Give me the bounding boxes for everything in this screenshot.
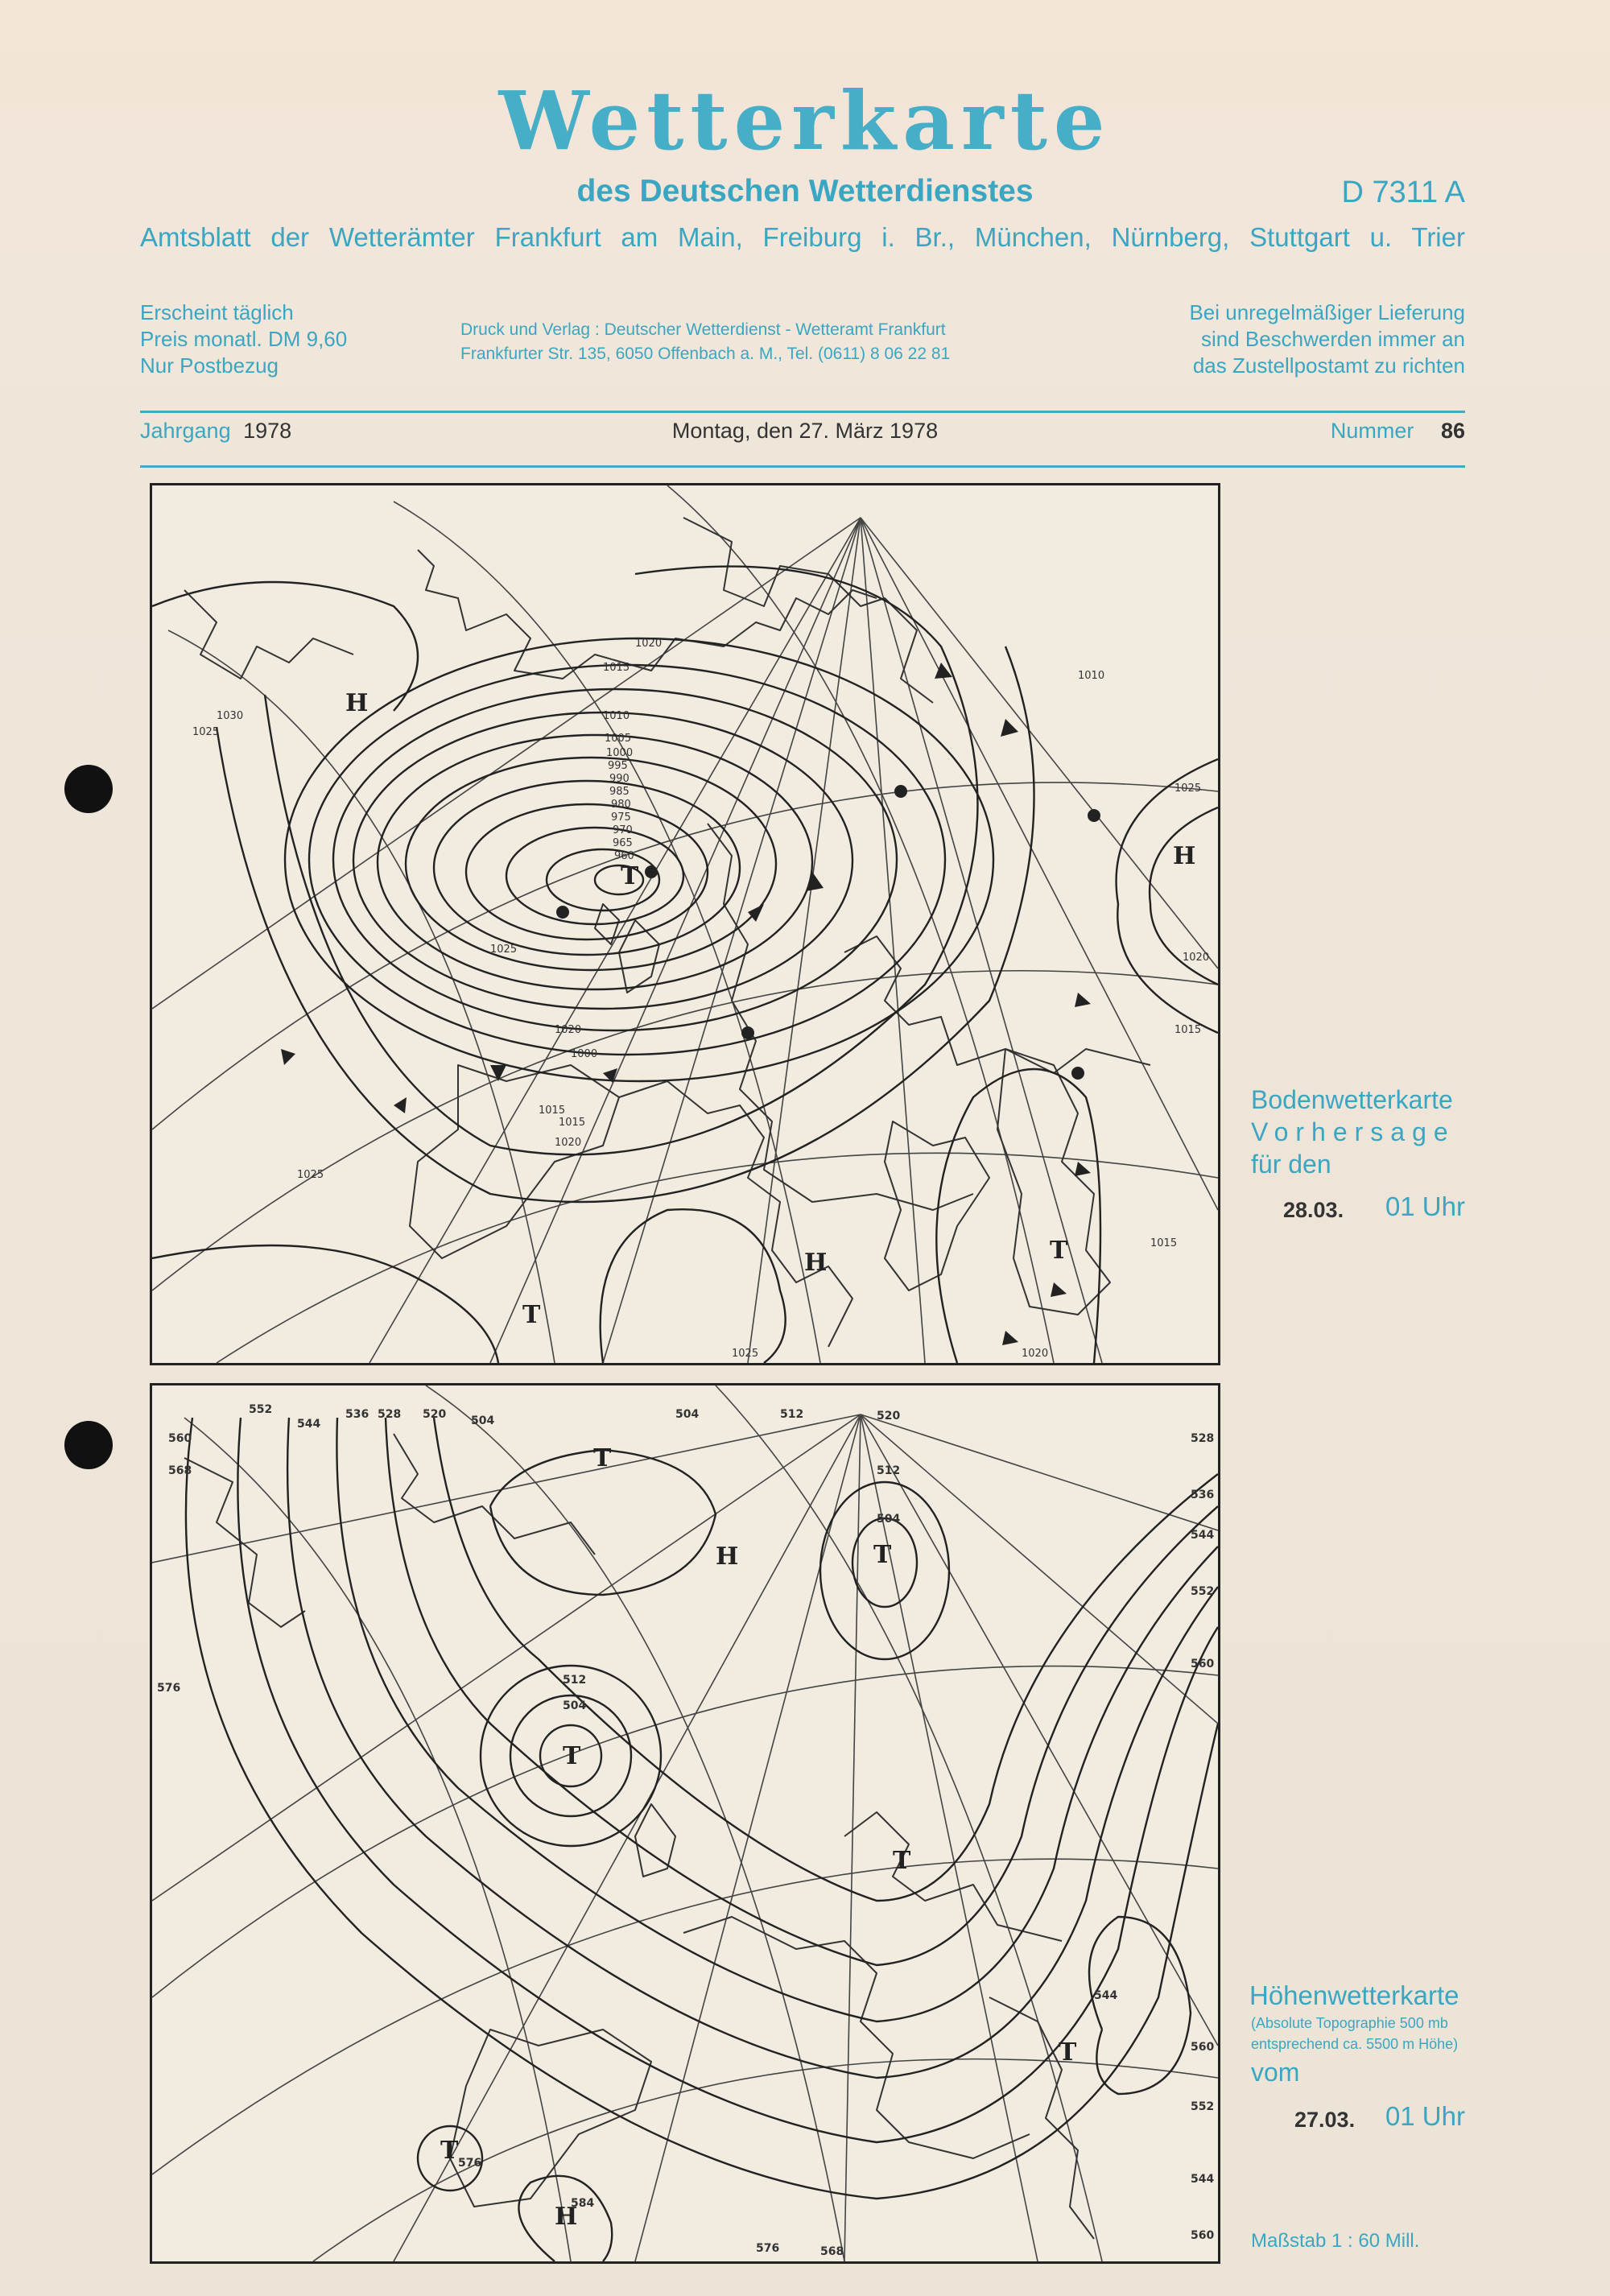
contour-label: 552: [1191, 1585, 1215, 1598]
analysis-date: 27.03.: [1294, 2108, 1356, 2132]
contour-label: 512: [877, 1464, 901, 1477]
document-id: D 7311 A: [1341, 176, 1465, 209]
forecast-time: 01 Uhr: [1385, 1191, 1465, 1221]
surface-map-caption: [1251, 1084, 1455, 1180]
publication-info-line: Preis monatl. DM 9,60: [140, 327, 348, 351]
low-center-label: T: [1059, 2038, 1077, 2067]
publisher-info-line: Druck und Verlag : Deutscher Wetterdienst - Wetteramt Frankfurt: [460, 320, 946, 339]
contour-label: 560: [168, 1432, 192, 1445]
contour-label: 568: [168, 1464, 192, 1477]
analysis-time: 01 Uhr: [1385, 2101, 1465, 2131]
isobar-label: 1020: [555, 1137, 582, 1149]
isobar-label: 1025: [192, 726, 220, 738]
contour-label: 544: [297, 1418, 321, 1431]
isobar-label: 1025: [1174, 783, 1202, 795]
complaint-info-line: das Zustellpostamt zu richten: [1192, 353, 1465, 378]
upper-air-map-drawing: [152, 1385, 1218, 2261]
upper-air-caption-note: [1251, 2013, 1458, 2054]
isobar-label: 1000: [571, 1048, 598, 1060]
high-center-label: H: [1173, 842, 1196, 870]
isobar-label: 1020: [555, 1024, 582, 1036]
low-center-label: T: [621, 862, 639, 890]
nummer: [1331, 419, 1465, 444]
contour-label: 520: [877, 1410, 901, 1423]
isobar-label: 975: [611, 811, 631, 824]
punch-hole: [64, 1421, 113, 1469]
contour-label: 576: [157, 1682, 181, 1695]
isobar-label: 1015: [603, 662, 630, 674]
caption-line: Vorhersage: [1251, 1117, 1455, 1146]
isobar-label: 1025: [490, 944, 518, 956]
contour-label: 504: [471, 1414, 495, 1427]
masthead-title: Wetterkarte: [498, 73, 1112, 168]
complaint-info-line: Bei unregelmäßiger Lieferung: [1189, 300, 1465, 324]
publisher-info: [460, 318, 950, 366]
publication-info: [140, 299, 347, 379]
contour-label: 576: [756, 2242, 780, 2255]
isobar-label: 1015: [1150, 1237, 1178, 1249]
header-rule-bottom: [140, 465, 1465, 468]
contour-label: 584: [571, 2197, 595, 2210]
isobar-label: 1025: [297, 1169, 324, 1181]
low-center-label: T: [1050, 1237, 1068, 1265]
isobar-label: 1020: [1183, 952, 1210, 964]
contour-label: 512: [780, 1408, 804, 1421]
isobar-label: 1010: [1078, 670, 1105, 682]
isobar-label: 1020: [635, 638, 663, 650]
isobar-label: 960: [614, 850, 634, 862]
isobar-label: 970: [613, 824, 633, 836]
low-center-label: T: [563, 1742, 581, 1770]
high-center-label: H: [345, 689, 369, 717]
high-center-label: H: [555, 2203, 578, 2231]
isobar-label: 980: [611, 799, 631, 811]
upper-air-map: [150, 1383, 1220, 2264]
low-center-label: T: [522, 1301, 541, 1329]
contour-label: 560: [1191, 2229, 1215, 2242]
isobar-label: 985: [609, 786, 630, 798]
nummer-label: Nummer: [1330, 419, 1414, 443]
isobar-label: 990: [609, 773, 630, 785]
masthead-subtitle: des Deutschen Wetterdienstes: [576, 174, 1034, 209]
low-center-label: T: [893, 1847, 911, 1875]
contour-label: 568: [820, 2245, 844, 2258]
isobar-label: 1000: [606, 747, 634, 759]
issue-date: Montag, den 27. März 1978: [671, 419, 939, 443]
publisher-info-line: Frankfurter Str. 135, 6050 Offenbach a. M., Tel. (0611) 8 06 22 81: [460, 345, 951, 363]
contour-label: 504: [675, 1408, 700, 1421]
isobar-label: 1020: [1022, 1348, 1049, 1360]
forecast-date: 28.03.: [1283, 1198, 1344, 1222]
header-rule-top: [140, 411, 1465, 413]
upper-air-caption-title: Höhenwetterkarte: [1249, 1980, 1459, 2010]
isobar-label: 1005: [605, 733, 632, 745]
isobar-label: 1010: [603, 710, 630, 722]
contour-label: 536: [1191, 1489, 1215, 1501]
jahrgang-value: 1978: [243, 419, 292, 443]
punch-hole: [64, 765, 113, 813]
upper-air-caption-vom: vom: [1251, 2058, 1300, 2087]
caption-note-line: (Absolute Topographie 500 mb: [1251, 2015, 1448, 2031]
contour-label: 560: [1191, 1658, 1215, 1670]
surface-forecast-map: [150, 483, 1220, 1365]
low-center-label: T: [593, 1444, 612, 1472]
surface-map-drawing: [152, 485, 1218, 1363]
offices-line: Amtsblatt der Wetterämter Frankfurt am Main, Freiburg i. Br., München, Nürnberg, Stuttgart u. Trier: [140, 222, 1465, 252]
contour-label: 536: [345, 1408, 369, 1421]
isobar-label: 965: [613, 837, 633, 849]
high-center-label: H: [716, 1542, 739, 1571]
jahrgang-label: Jahrgang: [140, 419, 231, 443]
contour-label: 560: [1191, 2041, 1215, 2054]
caption-line: Bodenwetterkarte: [1251, 1085, 1453, 1114]
nummer-value: 86: [1440, 419, 1465, 443]
contour-label: 528: [378, 1408, 402, 1421]
publication-info-line: Erscheint täglich: [140, 300, 294, 324]
contour-label: 528: [1191, 1432, 1215, 1445]
isobar-label: 1015: [559, 1117, 586, 1129]
isobar-label: 1025: [732, 1348, 759, 1360]
contour-label: 520: [423, 1408, 447, 1421]
contour-label: 504: [877, 1513, 901, 1526]
contour-label: 512: [563, 1674, 587, 1687]
low-center-label: T: [440, 2137, 459, 2165]
isobar-label: 1030: [217, 710, 244, 722]
publication-info-line: Nur Postbezug: [140, 353, 279, 378]
caption-note-line: entsprechend ca. 5500 m Höhe): [1251, 2036, 1459, 2052]
isobar-label: 1015: [539, 1105, 566, 1117]
complaint-info: [1189, 299, 1465, 379]
high-center-label: H: [804, 1249, 828, 1277]
low-center-label: T: [873, 1541, 892, 1569]
complaint-info-line: sind Beschwerden immer an: [1200, 327, 1465, 351]
contour-label: 504: [563, 1699, 587, 1712]
contour-label: 544: [1094, 1989, 1118, 2002]
contour-label: 544: [1191, 1529, 1215, 1542]
contour-label: 544: [1191, 2173, 1215, 2186]
contour-label: 552: [1191, 2100, 1215, 2113]
caption-line: für den: [1251, 1150, 1331, 1179]
contour-label: 552: [249, 1403, 273, 1416]
isobar-label: 1015: [1174, 1024, 1202, 1036]
map-scale: Maßstab 1 : 60 Mill.: [1251, 2230, 1420, 2252]
isobar-label: 995: [608, 760, 628, 772]
contour-label: 576: [458, 2157, 482, 2170]
